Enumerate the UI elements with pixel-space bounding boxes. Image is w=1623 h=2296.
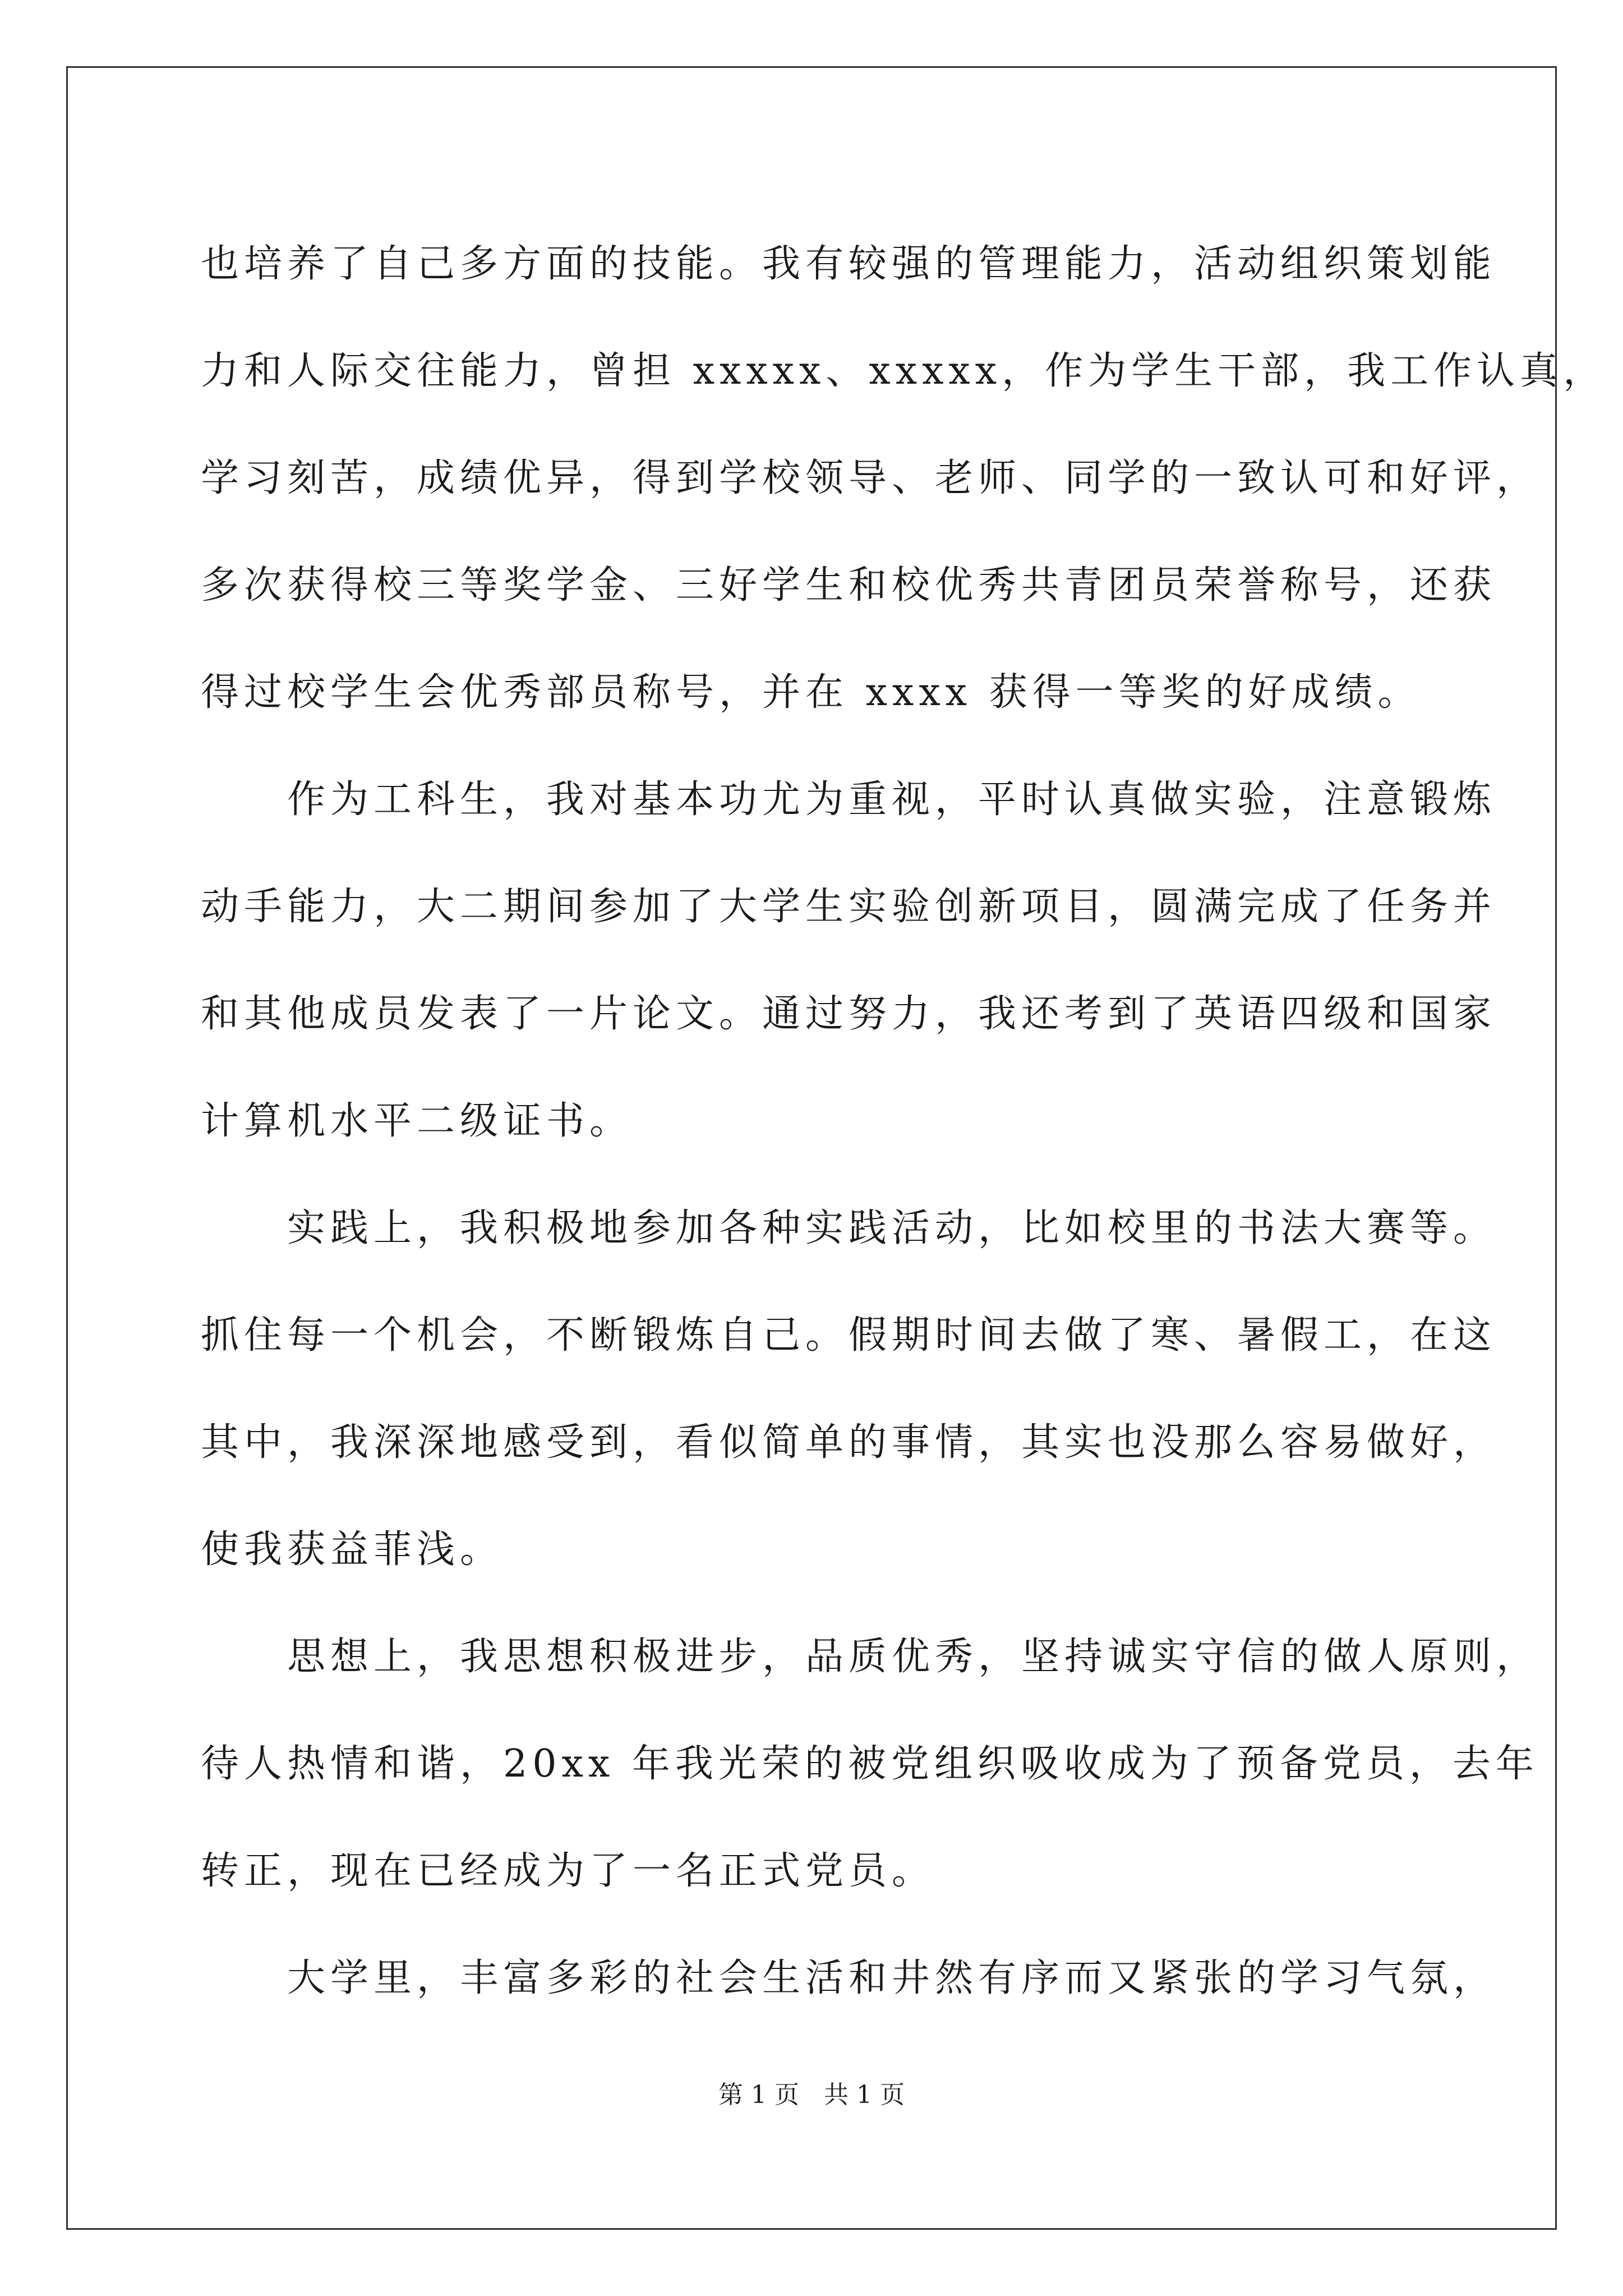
text-line: 待人热情和谐，20xx 年我光荣的被党组织吸收成为了预备党员，去年: [201, 1742, 1539, 1786]
text-line: 多次获得校三等奖学金、三好学生和校优秀共青团员荣誉称号，还获: [201, 563, 1497, 608]
text-line: 抓住每一个机会，不断锻炼自己。假期时间去做了寒、暑假工，在这: [201, 1313, 1497, 1358]
text-line: 作为工科生，我对基本功尤为重视，平时认真做实验，注意锻炼: [201, 777, 1497, 822]
text-line: 也培养了自己多方面的技能。我有较强的管理能力，活动组织策划能: [201, 242, 1497, 286]
text-line: 动手能力，大二期间参加了大学生实验创新项目，圆满完成了任务并: [201, 885, 1497, 929]
text-line: 大学里，丰富多彩的社会生活和井然有序而又紧张的学习气氛，: [201, 1956, 1497, 2000]
text-line: 转正，现在已经成为了一名正式党员。: [201, 1849, 935, 1893]
text-line: 使我获益菲浅。: [201, 1527, 504, 1572]
text-line: 学习刻苦，成绩优异，得到学校领导、老师、同学的一致认可和好评，: [201, 456, 1540, 500]
text-line: 实践上，我积极地参加各种实践活动，比如校里的书法大赛等。: [201, 1206, 1497, 1250]
text-line: 思想上，我思想积极进步，品质优秀，坚持诚实守信的做人原则，: [201, 1635, 1540, 1679]
document-body: [201, 210, 1607, 2032]
page-footer: 第 1 页 共 1 页: [718, 2081, 905, 2109]
text-line: 计算机水平二级证书。: [201, 1099, 633, 1143]
text-line: 和其他成员发表了一片论文。通过努力，我还考到了英语四级和国家: [201, 992, 1497, 1036]
text-line: 力和人际交往能力，曾担 xxxxx、xxxxx，作为学生干部，我工作认真，: [201, 349, 1607, 393]
text-line: 其中，我深深地感受到，看似简单的事情，其实也没那么容易做好，: [201, 1420, 1497, 1465]
text-line: 得过校学生会优秀部员称号，并在 xxxx 获得一等奖的好成绩。: [201, 670, 1421, 715]
